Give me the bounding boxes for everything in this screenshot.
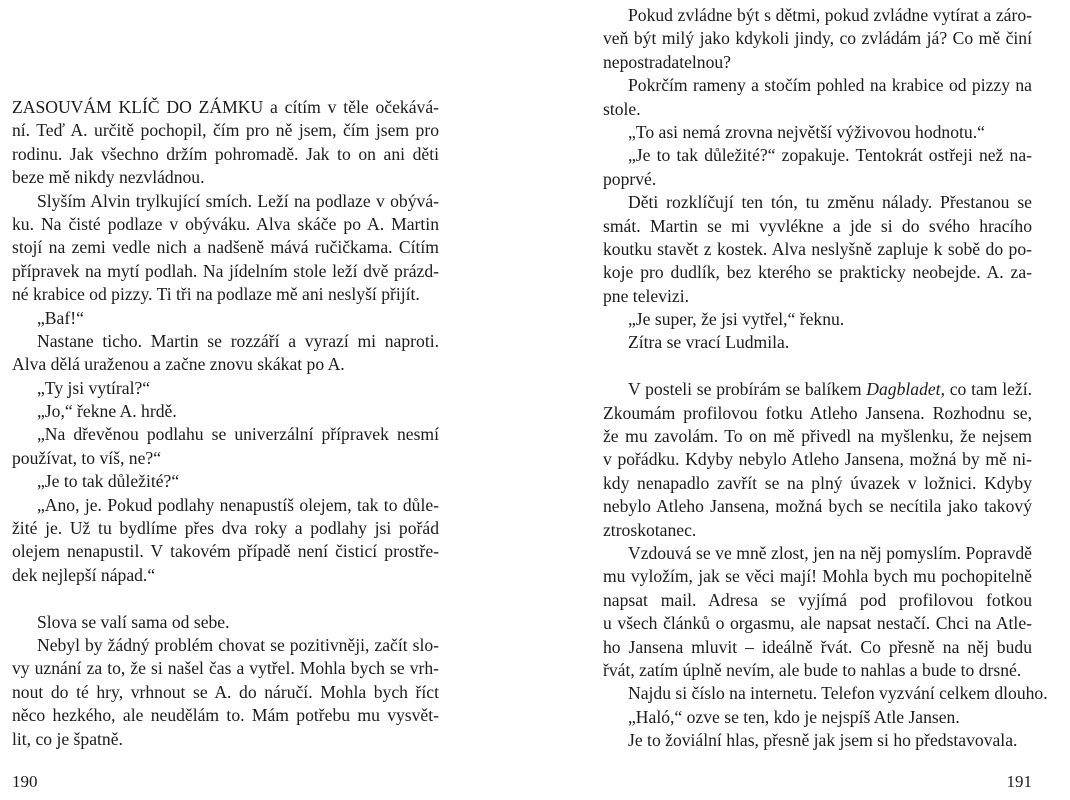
text-line: „Baf!“ xyxy=(37,307,84,328)
text-line: Zítra se vrací Ludmila. xyxy=(628,332,790,353)
text-line: ku. Na čisté podlaze v obýváku. Alva skáče po A. Martin xyxy=(12,213,439,234)
paragraph-break xyxy=(603,355,1032,378)
left-page-text xyxy=(12,96,439,751)
text-line: poprvé. xyxy=(603,168,657,189)
right-page-text xyxy=(603,4,1048,753)
italic-title: Dagbladet xyxy=(866,379,941,400)
text-line: smát. Martin se mi vyvlékne a jde si do svého hracího xyxy=(603,215,1032,236)
text-line: ho Jansena mluvit – ideálně řvát. Co přesně na něj budu xyxy=(603,636,1032,657)
page-number-left: 190 xyxy=(12,772,38,791)
text-line: beze mě nikdy nezvládnou. xyxy=(12,167,205,188)
text-line: řvát, zatím úplně nevím, ale bude to nahlas a bude to drsné. xyxy=(603,659,1022,680)
text-line: ztroskotanec. xyxy=(603,519,697,540)
text-line: Najdu si číslo na internetu. Telefon vyzvání celkem dlouho. xyxy=(628,683,1048,704)
text-segment: V posteli se probírám se balíkem xyxy=(628,379,867,400)
text-line: v pořádku. Kdyby nebylo Atleho Jansena, možná by mě ni- xyxy=(603,449,1032,470)
text-line: „Ty jsi vytíral?“ xyxy=(37,377,151,398)
paragraph-break xyxy=(12,587,439,610)
text-line: používat, to víš, ne?“ xyxy=(12,447,162,468)
text-line: Děti rozklíčují ten tón, tu změnu nálady. Přestanou se xyxy=(628,192,1032,213)
text-line: Vzdouvá se ve mně zlost, jen na něj pomyslím. Popravdě xyxy=(628,542,1032,563)
text-line: napsat mail. Adresa se vyjímá pod profilovou fotkou xyxy=(603,589,1032,610)
text-line: stojí na zemi vedle nich a nadšeně mává ručičkama. Cítím xyxy=(12,237,439,258)
text-line: nebylo Atleho Jansena, možná bych se necítila jako takový xyxy=(603,496,1032,517)
text-line: rodinu. Jak všechno držím pohromadě. Jak to on ani děti xyxy=(12,143,439,164)
text-line: „Na dřevěnou podlahu se univerzální přípravek nesmí xyxy=(37,424,439,445)
text-line: kdy nenapadlo zavřít se na plný úvazek v ložnici. Kdyby xyxy=(603,472,1032,493)
page-number-right: 191 xyxy=(1006,772,1032,791)
text-line: „Je super, že jsi vytřel,“ řeknu. xyxy=(628,309,845,330)
text-line: stole. xyxy=(603,98,641,119)
text-line: přípravek na mytí podlah. Na jídelním stole leží dvě prázd- xyxy=(12,260,439,281)
text-line: nout do té hry, vrhnout se A. do náručí. Mohla bych říct xyxy=(12,681,439,702)
text-line: něco hezkého, ale neudělám to. Mám potřebu mu vysvět- xyxy=(12,705,439,726)
text-line: veň být milý jako kdykoli jindy, co zvládám já? Co mě činí xyxy=(603,28,1032,49)
text-line: Slova se valí sama od sebe. xyxy=(37,611,230,632)
text-line: Zkoumám profilovou fotku Atleho Jansena. Rozhodnu se, xyxy=(603,402,1032,423)
text-line: „Haló,“ ozve se ten, kdo je nejspíš Atle Jansen. xyxy=(628,706,960,727)
text-line: koje pro dudlík, bez kterého se prakticky neobejde. A. za- xyxy=(603,262,1032,283)
text-line: pne televizi. xyxy=(603,285,689,306)
text-line: olejem nenapustil. V takovém případě není čisticí prostře- xyxy=(12,541,439,562)
text-line: „Je to tak důležité?“ zopakuje. Tentokrát ostřeji než na- xyxy=(628,145,1032,166)
text-line: nepostradatelnou? xyxy=(603,51,731,72)
text-line: né krabice od pizzy. Ti tři na podlaze mě ani neslyší přijít. xyxy=(12,284,420,305)
text-line xyxy=(603,378,1032,401)
text-segment: , co tam leží. xyxy=(940,379,1033,400)
text-line: vy uznání za to, že si našel čas a vytřel. Mohla bych se vrh- xyxy=(12,658,439,679)
text-line: Je to žoviální hlas, přesně jak jsem si ho představovala. xyxy=(628,730,1018,751)
text-line: ní. Teď A. určitě pochopil, čím pro ně jsem, čím jsem pro xyxy=(12,120,439,141)
text-line: ZASOUVÁM KLÍČ DO ZÁMKU a cítím v těle očekává- xyxy=(12,97,439,117)
text-line: „Jo,“ řekne A. hrdě. xyxy=(37,401,177,422)
text-line: Slyším Alvin trylkující smích. Leží na podlaze v obývá- xyxy=(37,190,439,211)
text-line: Nastane ticho. Martin se rozzáří a vyrazí mi naproti. xyxy=(37,330,439,351)
text-line: mu vyložím, jak se věci mají! Mohla bych mu pochopitelně xyxy=(603,566,1032,587)
text-line: Nebyl by žádný problém chovat se pozitivněji, začít slo- xyxy=(37,634,439,655)
text-line: žité je. Už tu bydlíme přes dva roky a podlahy jsi pořád xyxy=(12,518,439,539)
text-line: Alva dělá uraženou a začne znovu skákat po A. xyxy=(12,354,345,375)
text-line: „Ano, je. Pokud podlahy nenapustíš olejem, tak to důle- xyxy=(37,494,439,515)
text-line: koutku stavět z kostek. Alva neslyšně zapluje k sobě do po- xyxy=(603,238,1032,259)
text-line: dek nejlepší nápad.“ xyxy=(12,564,156,585)
text-line: lit, co je špatně. xyxy=(12,728,123,749)
text-line: Pokrčím rameny a stočím pohled na krabice od pizzy na xyxy=(628,75,1032,96)
text-line: Pokud zvládne být s dětmi, pokud zvládne vytírat a záro- xyxy=(628,5,1032,25)
text-line: „Je to tak důležité?“ xyxy=(37,471,180,492)
text-line: „To asi nemá zrovna největší výživovou hodnotu.“ xyxy=(628,121,985,142)
text-line: že mu zavolám. To on mě přivedl na myšlenku, že nejsem xyxy=(603,426,1032,447)
text-line: u všech článků o orgasmu, ale napsat nestačí. Chci na Atle- xyxy=(603,613,1032,634)
